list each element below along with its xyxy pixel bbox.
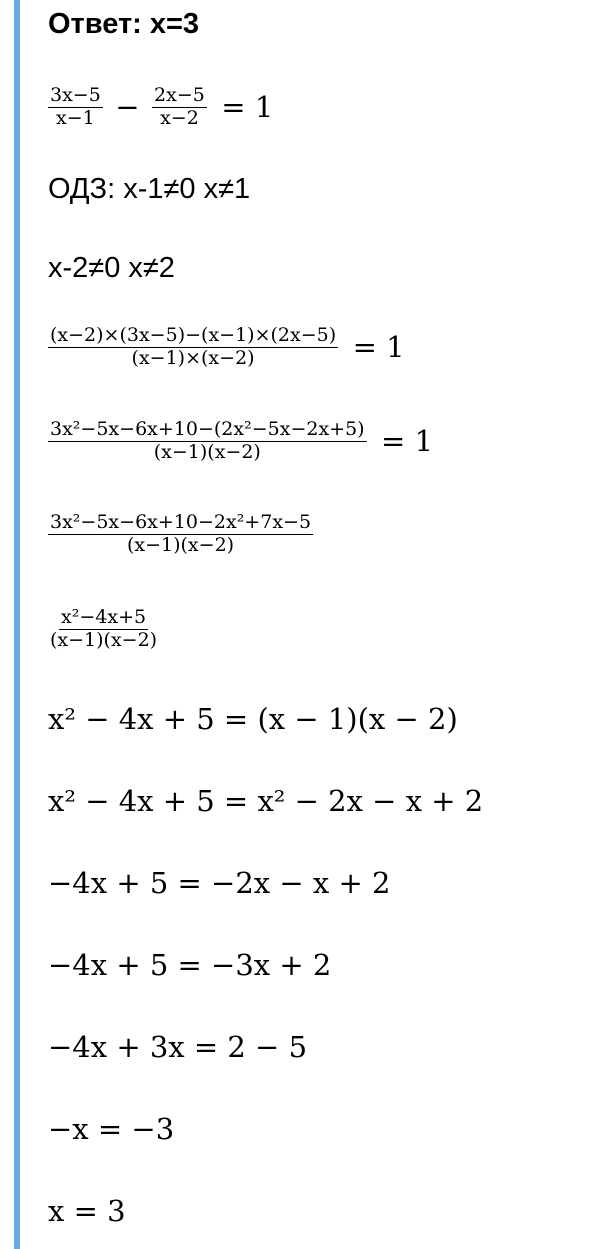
fraction-denominator: (x−1)(x−2) xyxy=(50,628,158,651)
equation-common-denominator xyxy=(48,326,405,369)
fraction-1 xyxy=(48,86,103,129)
equation-step-6: −x = −3 xyxy=(48,1112,175,1146)
equation-rhs: = 1 xyxy=(381,424,434,459)
fraction xyxy=(48,513,313,556)
expression-reduced xyxy=(48,608,159,651)
expression-simplified xyxy=(48,513,313,556)
fraction-2-denominator: x−2 xyxy=(160,106,199,129)
equation-initial xyxy=(48,86,273,129)
left-accent-bar xyxy=(14,0,20,1249)
equation-rhs: = 1 xyxy=(221,90,274,125)
equation-step-2: x² − 4x + 5 = x² − 2x − x + 2 xyxy=(48,784,484,818)
fraction-denominator: (x−1)(x−2) xyxy=(153,440,261,463)
answer-heading: Ответ: x=3 xyxy=(48,8,200,40)
domain-condition-1: ОДЗ: x-1≠0 x≠1 xyxy=(48,173,251,205)
equation-expanded xyxy=(48,420,433,463)
fraction-numerator: 3x²−5x−6x+10−2x²+7x−5 xyxy=(50,511,312,533)
equation-step-3: −4x + 5 = −2x − x + 2 xyxy=(48,866,391,900)
equation-step-1: x² − 4x + 5 = (x − 1)(x − 2) xyxy=(48,702,458,736)
fraction-1-numerator: 3x−5 xyxy=(50,84,101,106)
fraction-2-numerator: 2x−5 xyxy=(154,84,205,106)
equation-step-5: −4x + 3x = 2 − 5 xyxy=(48,1030,308,1064)
fraction-numerator: x²−4x+5 xyxy=(61,606,147,628)
fraction xyxy=(48,326,338,369)
fraction-numerator: 3x²−5x−6x+10−(2x²−5x−2x+5) xyxy=(50,418,365,440)
fraction xyxy=(48,420,367,463)
fraction-1-denominator: x−1 xyxy=(56,106,95,129)
minus-sign: − xyxy=(115,90,140,125)
fraction-numerator: (x−2)×(3x−5)−(x−1)×(2x−5) xyxy=(50,324,337,346)
equation-rhs: = 1 xyxy=(352,330,405,365)
fraction-denominator: (x−1)×(x−2) xyxy=(131,346,255,369)
fraction xyxy=(48,608,159,651)
fraction-denominator: (x−1)(x−2) xyxy=(126,533,235,556)
domain-condition-2: x-2≠0 x≠2 xyxy=(48,252,175,284)
fraction-2 xyxy=(152,86,207,129)
equation-solution: x = 3 xyxy=(48,1194,126,1228)
equation-step-4: −4x + 5 = −3x + 2 xyxy=(48,948,332,982)
